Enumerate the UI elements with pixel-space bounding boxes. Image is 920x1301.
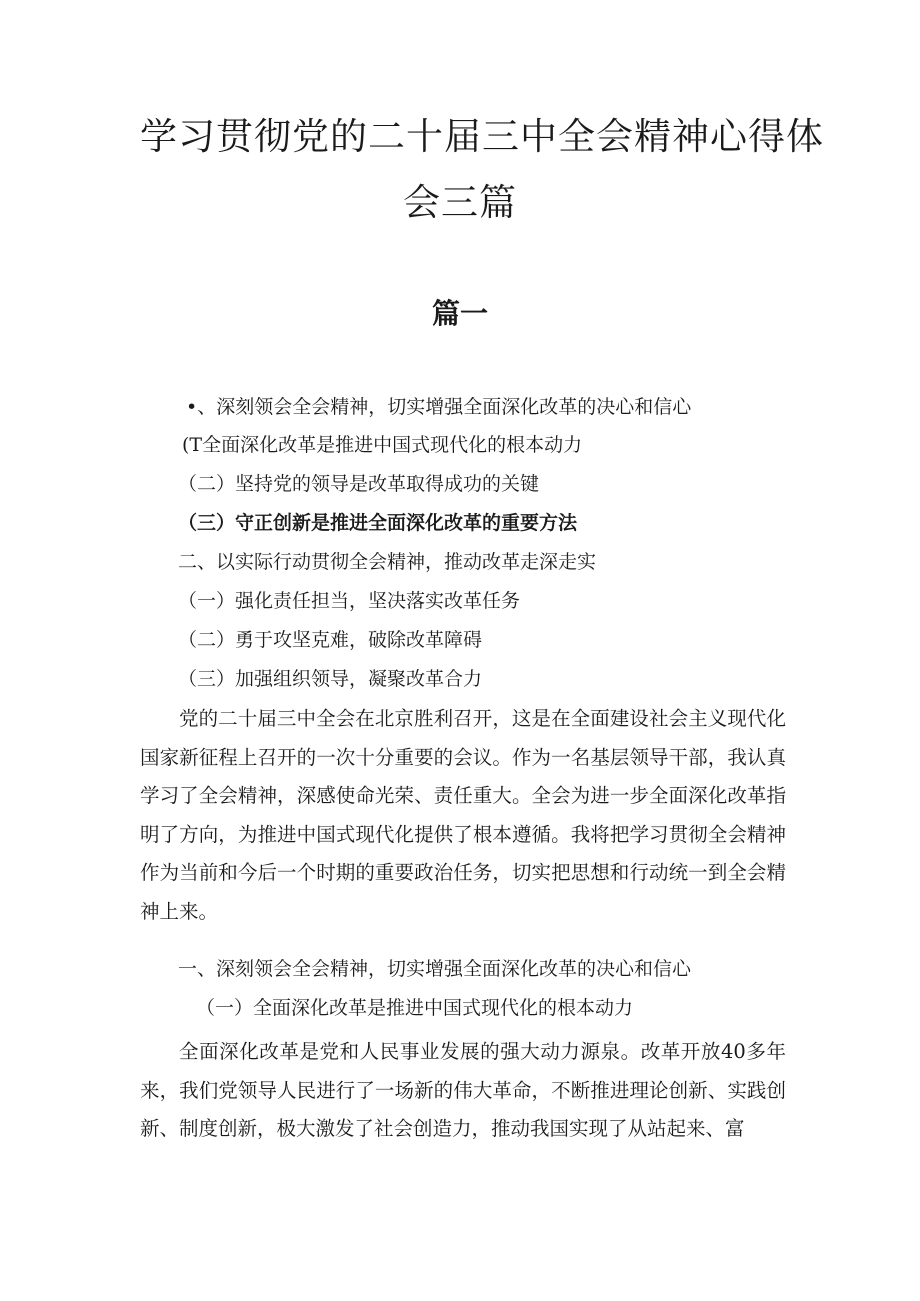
outline-item: (T全面深化改革是推进中国式现代化的根本动力 — [182, 434, 583, 456]
outline-item: （三）加强组织领导，凝聚改革合力 — [178, 668, 483, 690]
outline-item: （三）守正创新是推进全面深化改革的重要方法 — [178, 512, 578, 534]
document-title-line-2: 会三篇 — [403, 181, 517, 224]
body-heading: 一、深刻领会全会精神，切实增强全面深化改革的决心和信心 — [178, 958, 692, 980]
outline-item: •、深刻领会全会精神，切实增强全面深化改革的决心和信心 — [186, 396, 692, 418]
section-heading: 篇一 — [431, 297, 488, 330]
outline-item: （二）坚持党的领导是改革取得成功的关键 — [178, 473, 540, 495]
outline-item: （二）勇于攻坚克难，破除改革障碍 — [178, 629, 483, 651]
intro-paragraph: 党的二十届三中全会在北京胜利召开，这是在全面建设社会主义现代化国家新征程上召开的一次十分重要的会议。作为一名基层领导干部，我认真学习了全会精神，深感使命光荣、责任重大。全会为进一步全面深化改革指明了方向，为推进中国式现代化提供了根本遵循。我将把学习贯彻全会精神作为当前和今后一个时期的重要政治任务，切实把思想和行动统一到全会精神上来。 — [140, 707, 786, 923]
document-title-line-1: 学习贯彻党的二十届三中全会精神心得体 — [140, 115, 824, 158]
outline-item: （一）强化责任担当，坚决落实改革任务 — [178, 590, 521, 612]
body-paragraph: 全面深化改革是党和人民事业发展的强大动力源泉。改革开放40多年来，我们党领导人民进行了一场新的伟大革命，不断推进理论创新、实践创新、制度创新，极大激发了社会创造力，推动我国实现了从站起来、富 — [140, 1040, 786, 1141]
outline-item: 二、以实际行动贯彻全会精神，推动改革走深走实 — [178, 551, 597, 573]
body-subheading: （一）全面深化改革是推进中国式现代化的根本动力 — [196, 997, 634, 1019]
